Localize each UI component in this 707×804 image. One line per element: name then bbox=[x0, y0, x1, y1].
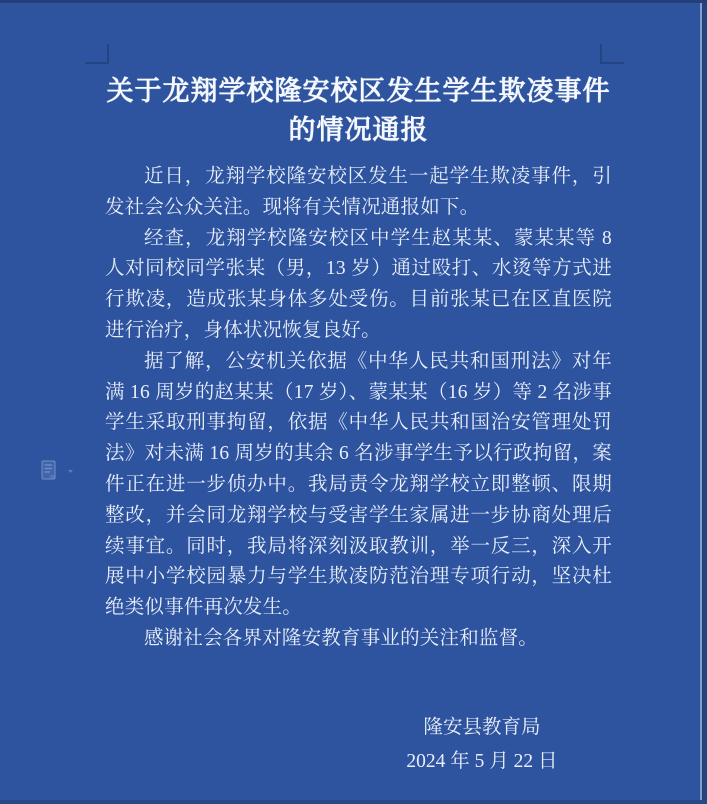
document-content bbox=[105, 72, 612, 772]
signature-date: 2024 年 5 月 22 日 bbox=[406, 751, 558, 772]
notice-title-line1: 关于龙翔学校隆安校区发生学生欺凌事件 bbox=[106, 76, 611, 106]
page-bottom-edge bbox=[0, 800, 707, 804]
floating-document-widget[interactable] bbox=[41, 460, 77, 484]
notice-paragraph: 经查，龙翔学校隆安校区中学生赵某某、蒙某某等 8 人对同校同学张某（男，13 岁）通过殴打、水烫等方式进行欺凌，造成张某身体多处受伤。目前张某已在区直医院进行治疗，身体状况恢复良好。 bbox=[105, 227, 612, 341]
margin-crop-mark-top-left bbox=[85, 44, 109, 64]
notice-paragraph: 据了解，公安机关依据《中华人民共和国刑法》对年满 16 周岁的赵某某（17 岁）、蒙某某（16 岁）等 2 名涉事学生采取刑事拘留，依据《中华人民共和国治安管理处罚法》对未满 16 周岁的其余 6 名涉事学生予以行政拘留，案件正在进一步侦办中。我局责令龙翔学校立即整顿、限期整改，并会同龙翔学校与受害学生家属进一步协商处理后续事宜。同时，我局将深刻汲取教训，举一反三，深入开展中小学校园暴力与学生欺凌防范治理专项行动，坚决杜绝类似事件再次发生。 bbox=[105, 350, 612, 619]
notice-paragraph: 感谢社会各界对隆安教育事业的关注和监督。 bbox=[144, 627, 539, 649]
margin-crop-mark-top-right bbox=[600, 44, 624, 64]
page-right-edge-shadow bbox=[702, 3, 707, 800]
document-icon bbox=[41, 460, 77, 484]
notice-paragraph: 近日，龙翔学校隆安校区发生一起学生欺凌事件，引发社会公众关注。现将有关情况通报如下。 bbox=[105, 166, 612, 218]
signature-block bbox=[392, 711, 572, 779]
dropdown-arrow-icon bbox=[68, 470, 73, 473]
signature-organization: 隆安县教育局 bbox=[423, 717, 541, 738]
notice-title-line2: 的情况通报 bbox=[288, 115, 429, 145]
notice-title bbox=[105, 72, 612, 150]
page-top-edge bbox=[0, 0, 707, 3]
notice-body bbox=[105, 162, 612, 655]
